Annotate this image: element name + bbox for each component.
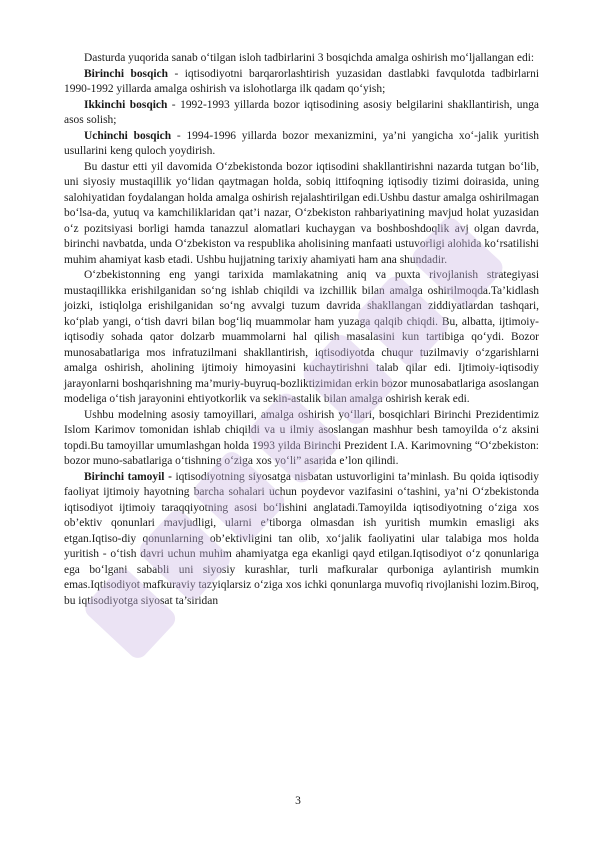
paragraph-lead: Uchinchi bosqich [84, 129, 172, 142]
paragraph-text: Ushbu modelning asosiy tamoyillari, amalga oshirish yo‘llari, bosqichlari Birinchi Prezidentimiz Islom Karimov tomonidan ishlab chiqildi va u ilmiy asoslangan mashhur besh tamoyilda o‘z aksini topdi.Bu tamoyillar umumlashgan holda 1993 yilda Birinchi Prezident I.A. Karimovning “O‘zbekiston: bozor muno-sabatlariga o‘tishning o‘ziga xos yo‘li” asarida e’lon qilindi. [64, 408, 539, 467]
page-number: 3 [295, 795, 301, 807]
paragraph-text: Dasturda yuqorida sanab o‘tilgan isloh tadbirlarini 3 bosqichda amalga oshirish mo‘ljallangan edi: [84, 52, 535, 64]
paragraph-stage-3 [64, 129, 539, 160]
page-body [64, 51, 539, 609]
paragraph-model [64, 408, 539, 470]
paragraph-lead: Birinchi bosqich [84, 67, 168, 80]
paragraph-stage-1 [64, 67, 539, 98]
paragraph-program [64, 160, 539, 269]
paragraph-strategy [64, 268, 539, 408]
paragraph-principle-1 [64, 470, 539, 610]
paragraph-text: - 1994-1996 yillarda bozor mexanizmini, ya’ni yangicha xo‘-jalik yuritish usullarini keng quloch yoydirish. [64, 129, 540, 157]
paragraph-lead: Birinchi tamoyil - [84, 470, 172, 483]
paragraph-intro [64, 51, 539, 67]
paragraph-lead: Ikkinchi bosqich [84, 98, 168, 111]
paragraph-text: Bu dastur etti yil davomida O‘zbekistonda bozor iqtisodini shakllantirishni nazarda tutgan bo‘lib, uni siyosiy mustaqillik yo‘lidan qaytmagan holda, sobiq ittifoqning iqtisodiy tizimi doirasida, uning salohiyatidan foydalangan holda amalga oshirish rejalashtirilgan edi.Ushbu dastur amalga oshirilmagan bo‘lsa-da, yutuq va kamchiliklaridan qat’i nazar, O‘zbekiston rahbariyatining mavjud holat yuzasidan o‘z pozitsiyasi borligi hamda tanazzul alomatlari kuchaygan va boshboshdoqlik avj olgan davrda, birinchi navbatda, unda O‘zbekiston va respublika aholisining manfaati ustuvorligi alohida ko‘rsatilishi muhim ahamiyat kasb etadi. Ushbu hujjatning tarixiy ahamiyati ham ana shundadir. [64, 160, 539, 266]
paragraph-text: - 1992-1993 yillarda bozor iqtisodining asosiy belgilarini shakllantirish, unga asos solish; [64, 98, 539, 126]
paragraph-stage-2 [64, 98, 539, 129]
paragraph-text: - iqtisodiyotni barqarorlashtirish yuzasidan dastlabki favqulotda tadbirlarni 1990-1992 yillarda amalga oshirish va islohotlarga ilk qadam qo‘yish; [64, 67, 540, 95]
paragraph-text: iqtisodiyotning siyosatga nisbatan ustuvorligini ta’minlash. Bu qoida iqtisodiy faoliyat ijtimoiy hayotning barcha sohalari uchun poydevor vazifasini o‘tashini, ya’ni O‘zbekistonda iqtisodiyot ijtimoiy taraqqiyotning asosi bo‘lishini anglatadi.Tamoyilda iqtisodiyotning o‘ziga xos ob’ektiv qonunlari mavjudligi, ularni e’tiborga olmasdan ish yuritish mumkin emasligi aks etgan.Iqtiso-diy qonunlarning ob’ektivligini tan olib, xo‘jalik faoliyatini ular talabiga mos holda yuritish - o‘tish davri uchun muhim ahamiyatga ega ekanligi qayd etilgan.Iqtisodiyot o‘z qonunlariga ega bo‘lgani sababli uni siyosiy kurashlar, turli mafkuralar qurboniga aylantirish mumkin emas.Iqtisodiyot mafkuraviy tazyiqlarsiz o‘ziga xos ichki qonunlarga muvofiq rivojlanishi lozim.Biroq, bu iqtisodiyotga siyosat ta’siridan [64, 470, 539, 607]
paragraph-text: O‘zbekistonning eng yangi tarixida mamlakatning aniq va puxta rivojlanish strategiyasi mustaqillikka erishilganidan so‘ng ishlab chiqildi va izchillik bilan amalga oshirilmoqda.Ta’kidlash joizki, istiqlolga erishilganidan so‘ng avvalgi tuzum davrida shakllangan ziddiyatlardan tashqari, ko‘plab yangi, o‘tish davri bilan bog‘liq muammolar ham yuzaga qalqib chiqdi. Bu, albatta, ijtimoiy-iqtisodiy sohada qator dolzarb muammolarni hal qilish masalasini kun tartibiga qo‘ydi. Bozor munosabatlariga mos infratuzilmani shakllantirish, iqtisodiyotda chuqur tuzilmaviy o‘zgarishlarni amalga oshirish, aholining ijtimoiy himoyasini kuchaytirishni talab qilar edi. Ijtimoiy-iqtisodiy jarayonlarni boshqarishning ma’muriy-buyruq-bozliktizimidan erkin bozor munosabatlariga asoslangan modeliga o‘tish jarayonini ehtiyotkorlik va sekin-astalik bilan amalga oshirish kerak edi. [64, 269, 539, 405]
